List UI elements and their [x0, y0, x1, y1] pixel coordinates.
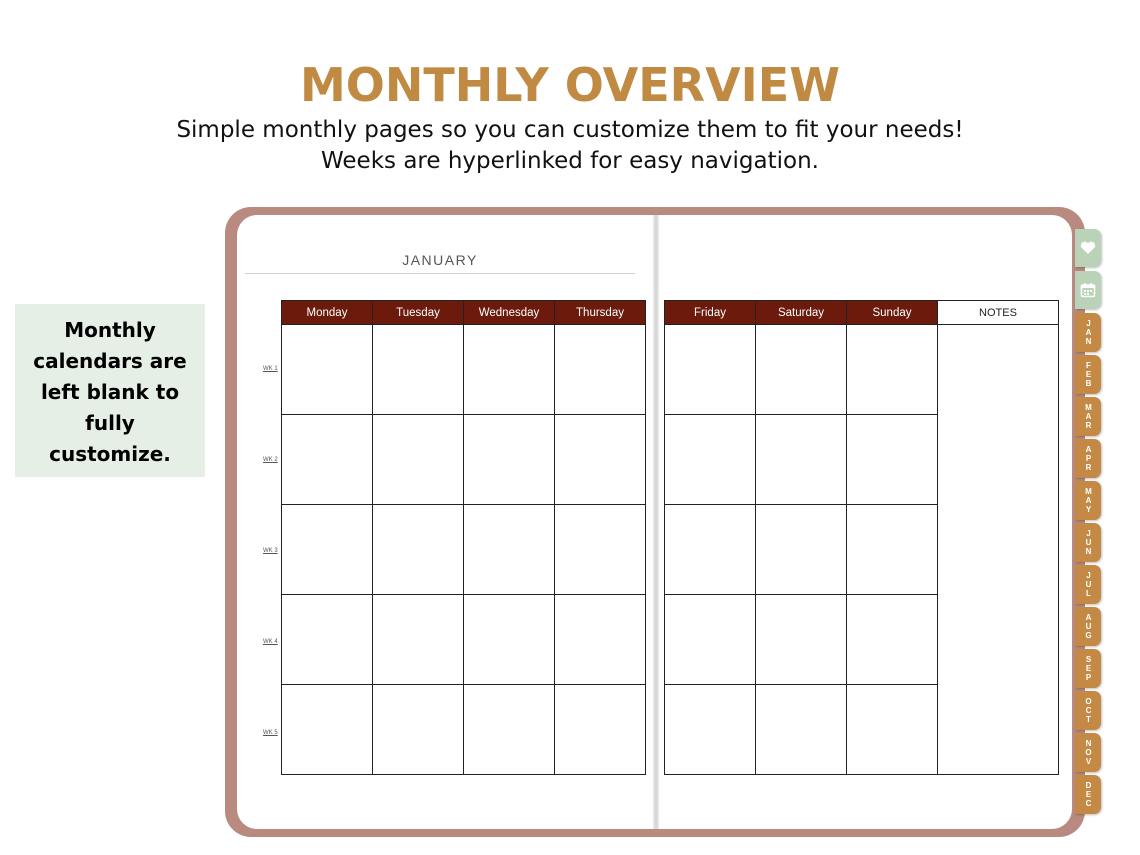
callout-line: left blank to — [40, 380, 180, 404]
tab-dec[interactable]: DEC — [1075, 775, 1101, 814]
tab-favorites[interactable] — [1075, 229, 1101, 267]
day-header-thursday: Thursday — [555, 301, 646, 325]
month-divider — [245, 273, 635, 274]
day-cell[interactable] — [555, 415, 646, 505]
day-cell[interactable] — [282, 505, 373, 595]
tab-jan[interactable]: JAN — [1075, 313, 1101, 352]
callout-line: calendars are — [33, 349, 187, 373]
day-cell[interactable] — [373, 595, 464, 685]
heart-icon — [1080, 241, 1096, 255]
callout-line: customize. — [49, 442, 171, 466]
day-header-wednesday: Wednesday — [464, 301, 555, 325]
page-title: MONTHLY OVERVIEW — [300, 58, 840, 112]
planner-spine — [653, 215, 659, 829]
week-link-2[interactable]: WK 2 — [263, 457, 278, 463]
day-cell[interactable] — [373, 505, 464, 595]
day-header-saturday: Saturday — [756, 301, 847, 325]
calendar-grid-right — [664, 300, 1059, 775]
tab-apr[interactable]: APR — [1075, 439, 1101, 478]
day-cell[interactable] — [847, 325, 938, 415]
day-cell[interactable] — [847, 595, 938, 685]
tab-mar[interactable]: MAR — [1075, 397, 1101, 436]
subtitle-line-2: Weeks are hyperlinked for easy navigation. — [321, 148, 819, 174]
day-cell[interactable] — [373, 325, 464, 415]
day-cell[interactable] — [373, 415, 464, 505]
subtitle-line-1: Simple monthly pages so you can customize them to fit your needs! — [176, 117, 964, 143]
tab-jun[interactable]: JUN — [1075, 523, 1101, 562]
day-cell[interactable] — [756, 325, 847, 415]
day-cell[interactable] — [464, 595, 555, 685]
day-cell[interactable] — [555, 685, 646, 775]
day-cell[interactable] — [756, 685, 847, 775]
day-cell[interactable] — [282, 685, 373, 775]
day-cell[interactable] — [282, 325, 373, 415]
tab-jul[interactable]: JUL — [1075, 565, 1101, 604]
day-cell[interactable] — [847, 505, 938, 595]
day-cell[interactable] — [555, 325, 646, 415]
day-cell[interactable] — [282, 595, 373, 685]
day-cell[interactable] — [847, 685, 938, 775]
callout-box — [15, 304, 205, 477]
tab-may[interactable]: MAY — [1075, 481, 1101, 520]
day-cell[interactable] — [756, 505, 847, 595]
tab-nov[interactable]: NOV — [1075, 733, 1101, 772]
tab-sep[interactable]: SEP — [1075, 649, 1101, 688]
calendar-grid-left — [281, 300, 646, 775]
tab-calendar[interactable] — [1075, 271, 1101, 309]
day-header-friday: Friday — [665, 301, 756, 325]
callout-line: Monthly — [64, 318, 156, 342]
day-cell[interactable] — [282, 415, 373, 505]
week-link-4[interactable]: WK 4 — [263, 639, 278, 645]
day-cell[interactable] — [373, 685, 464, 775]
day-header-monday: Monday — [282, 301, 373, 325]
week-link-3[interactable]: WK 3 — [263, 548, 278, 554]
day-cell[interactable] — [464, 325, 555, 415]
day-cell[interactable] — [665, 325, 756, 415]
day-header-tuesday: Tuesday — [373, 301, 464, 325]
day-cell[interactable] — [464, 685, 555, 775]
day-cell[interactable] — [665, 505, 756, 595]
week-link-5[interactable]: WK 5 — [263, 730, 278, 736]
tab-aug[interactable]: AUG — [1075, 607, 1101, 646]
month-title: JANUARY — [402, 252, 478, 268]
day-cell[interactable] — [555, 505, 646, 595]
day-cell[interactable] — [756, 415, 847, 505]
day-cell[interactable] — [555, 595, 646, 685]
day-cell[interactable] — [756, 595, 847, 685]
day-cell[interactable] — [464, 415, 555, 505]
day-cell[interactable] — [847, 415, 938, 505]
calendar-icon — [1080, 282, 1096, 298]
day-cell[interactable] — [665, 415, 756, 505]
callout-line: fully — [85, 411, 135, 435]
day-header-sunday: Sunday — [847, 301, 938, 325]
notes-area[interactable] — [938, 325, 1059, 775]
tab-oct[interactable]: OCT — [1075, 691, 1101, 730]
week-link-1[interactable]: WK 1 — [263, 366, 278, 372]
tab-feb[interactable]: FEB — [1075, 355, 1101, 394]
notes-header: NOTES — [938, 301, 1059, 325]
day-cell[interactable] — [464, 505, 555, 595]
day-cell[interactable] — [665, 685, 756, 775]
day-cell[interactable] — [665, 595, 756, 685]
